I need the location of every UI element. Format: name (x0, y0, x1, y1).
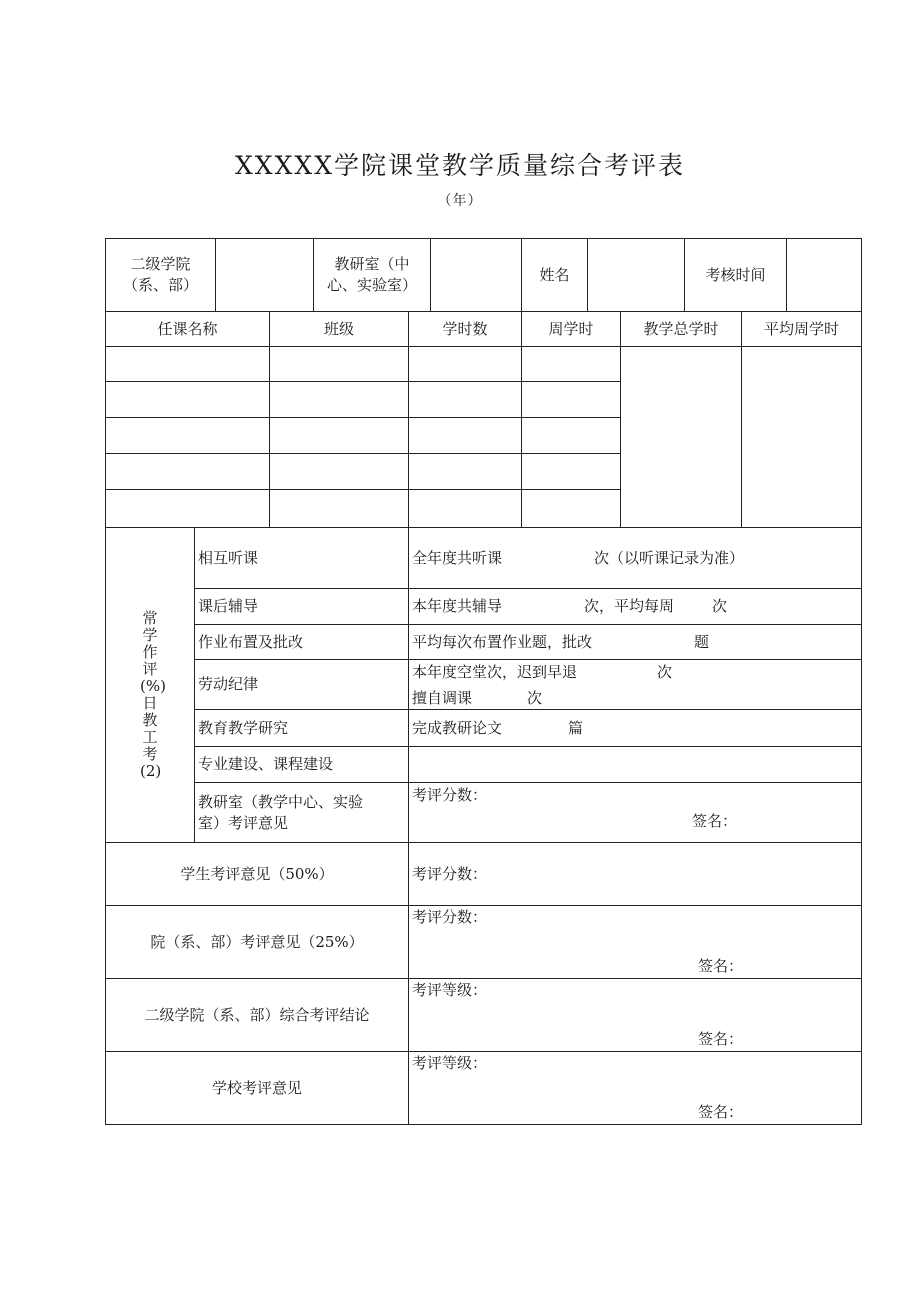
name-field[interactable] (588, 239, 684, 311)
desc-research: 完成教研论文 篇 (412, 718, 584, 737)
student-evaluation-label: 学生考评意见（50%） (180, 864, 334, 883)
office-signature-label: 签名： (692, 812, 738, 830)
student-score-label: 考评分数： (412, 864, 488, 883)
item-peer-observation: 相互听课 (198, 548, 259, 567)
student-evaluation-box[interactable] (409, 843, 861, 905)
dept-evaluation-label: 院（系、部）考评意见（25%） (150, 932, 364, 951)
item-research: 教育教学研究 (198, 718, 289, 737)
date-field[interactable] (787, 239, 861, 311)
college-field[interactable] (216, 239, 313, 311)
desc-peer-observation: 全年度共听课 次（以听课记录为准） (412, 548, 745, 567)
item-program-building: 专业建设、课程建设 (198, 755, 334, 773)
form-year: （年） (437, 193, 483, 209)
school-grade-label: 考评等级： (412, 1054, 488, 1072)
col-weekly-hours: 周学时 (548, 319, 594, 338)
dept-evaluation-box[interactable] (409, 906, 861, 978)
college-label: 二级学院 （系、部） (122, 255, 198, 294)
item-tutoring: 课后辅导 (198, 597, 259, 615)
item-discipline: 劳动纪律 (198, 675, 259, 693)
date-label: 考核时间 (705, 265, 766, 284)
college-conclusion-label: 二级学院（系、部）综合考评结论 (144, 1005, 370, 1024)
desc-tutoring: 本年度共辅导 次，平均每周 次 (412, 597, 728, 615)
office-opinion-box[interactable] (409, 783, 861, 842)
col-avg-weekly-hours: 平均周学时 (763, 319, 839, 338)
desc-homework: 平均每次布置作业题，批改 题 (412, 632, 710, 651)
dept-signature-label: 签名： (698, 957, 744, 975)
office-label: 教研室（中 心、实验室） (326, 255, 417, 294)
desc-program-building[interactable] (409, 747, 861, 782)
item-homework: 作业布置及批改 (198, 632, 304, 651)
college-grade-label: 考评等级： (412, 981, 488, 999)
office-score-label: 考评分数： (412, 786, 488, 804)
school-signature-label: 签名： (698, 1103, 744, 1121)
col-hours: 学时数 (442, 319, 488, 338)
office-field[interactable] (431, 239, 521, 311)
col-course-name: 任课名称 (157, 319, 218, 338)
school-opinion-box[interactable] (409, 1052, 861, 1124)
college-conclusion-box[interactable] (409, 979, 861, 1051)
daily-section-label: 常学作评(%)日教工考(2) (140, 609, 166, 780)
item-office-opinion: 教研室（教学中心、实验 室）考评意见 (198, 792, 364, 832)
form-title: XXXXX学院课堂教学质量综合考评表 (235, 151, 685, 180)
name-label: 姓名 (539, 265, 570, 284)
desc-discipline: 本年度空堂次，迟到早退 次 擅自调课 次 (412, 663, 673, 707)
dept-score-label: 考评分数： (412, 908, 488, 926)
col-class: 班级 (323, 319, 354, 338)
col-total-hours: 教学总学时 (643, 319, 719, 338)
school-opinion-label: 学校考评意见 (211, 1078, 302, 1097)
college-signature-label: 签名： (698, 1030, 744, 1048)
